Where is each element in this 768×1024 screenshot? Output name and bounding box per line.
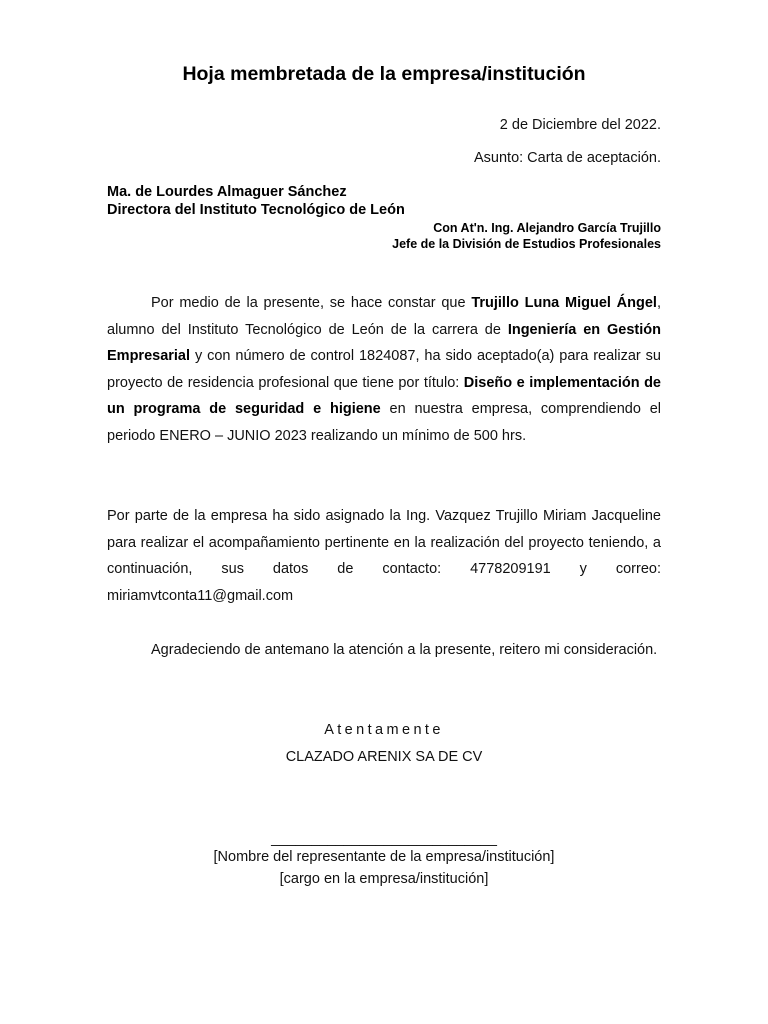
representative-name: [Nombre del representante de la empresa/institución]	[213, 849, 555, 865]
letterhead-title: Hoja membretada de la empresa/institución	[182, 63, 586, 85]
project-title: Diseño e implementación de un programa de seguridad e higiene	[107, 374, 661, 418]
p1-text-2: , alumno del Instituto Tecnológico de León de la carrera de	[107, 295, 661, 338]
career-name: Ingeniería en Gestión Empresarial	[107, 321, 661, 365]
recipient-name: Ma. de Lourdes Almaguer Sánchez	[107, 184, 347, 200]
p1-text-3: y con número de control 1824087, ha sido aceptado(a) para realizar su proyecto de residencia profesional que tiene por título:	[107, 348, 661, 391]
body-paragraph-advisor: Por parte de la empresa ha sido asignado la Ing. Vazquez Trujillo Miriam Jacqueline para realizar el acompañamiento pertinente en la realización del proyecto teniendo, a continuación, sus datos de contacto: 4778209191 y correo: miriamvtconta11@gmail.com	[107, 508, 661, 604]
p1-text-1: Por medio de la presente, se hace constar que	[151, 295, 472, 311]
company-name: CLAZADO ARENIX SA DE CV	[285, 749, 483, 765]
representative-role: [cargo en la empresa/institución]	[279, 871, 489, 887]
recipient-position: Directora del Instituto Tecnológico de León	[107, 202, 405, 218]
signature-line: ____________________________	[271, 831, 497, 847]
student-name: Trujillo Luna Miguel Ángel	[471, 295, 657, 311]
body-paragraph-thanks	[107, 637, 661, 664]
p3-text: Agradeciendo de antemano la atención a la presente, reitero mi consideración.	[151, 642, 658, 658]
attention-line: Con At'n. Ing. Alejandro García Trujillo	[433, 221, 661, 235]
letter-subject: Asunto: Carta de aceptación.	[473, 150, 661, 166]
attention-position: Jefe de la División de Estudios Profesionales	[392, 237, 661, 251]
closing-salutation: Atentamente	[324, 722, 444, 738]
p1-text-4: en nuestra empresa, comprendiendo el periodo ENERO – JUNIO 2023 realizando un mínimo de 500 hrs.	[107, 401, 661, 444]
letter-date: 2 de Diciembre del 2022.	[499, 117, 661, 133]
body-paragraph-acceptance	[107, 290, 661, 450]
